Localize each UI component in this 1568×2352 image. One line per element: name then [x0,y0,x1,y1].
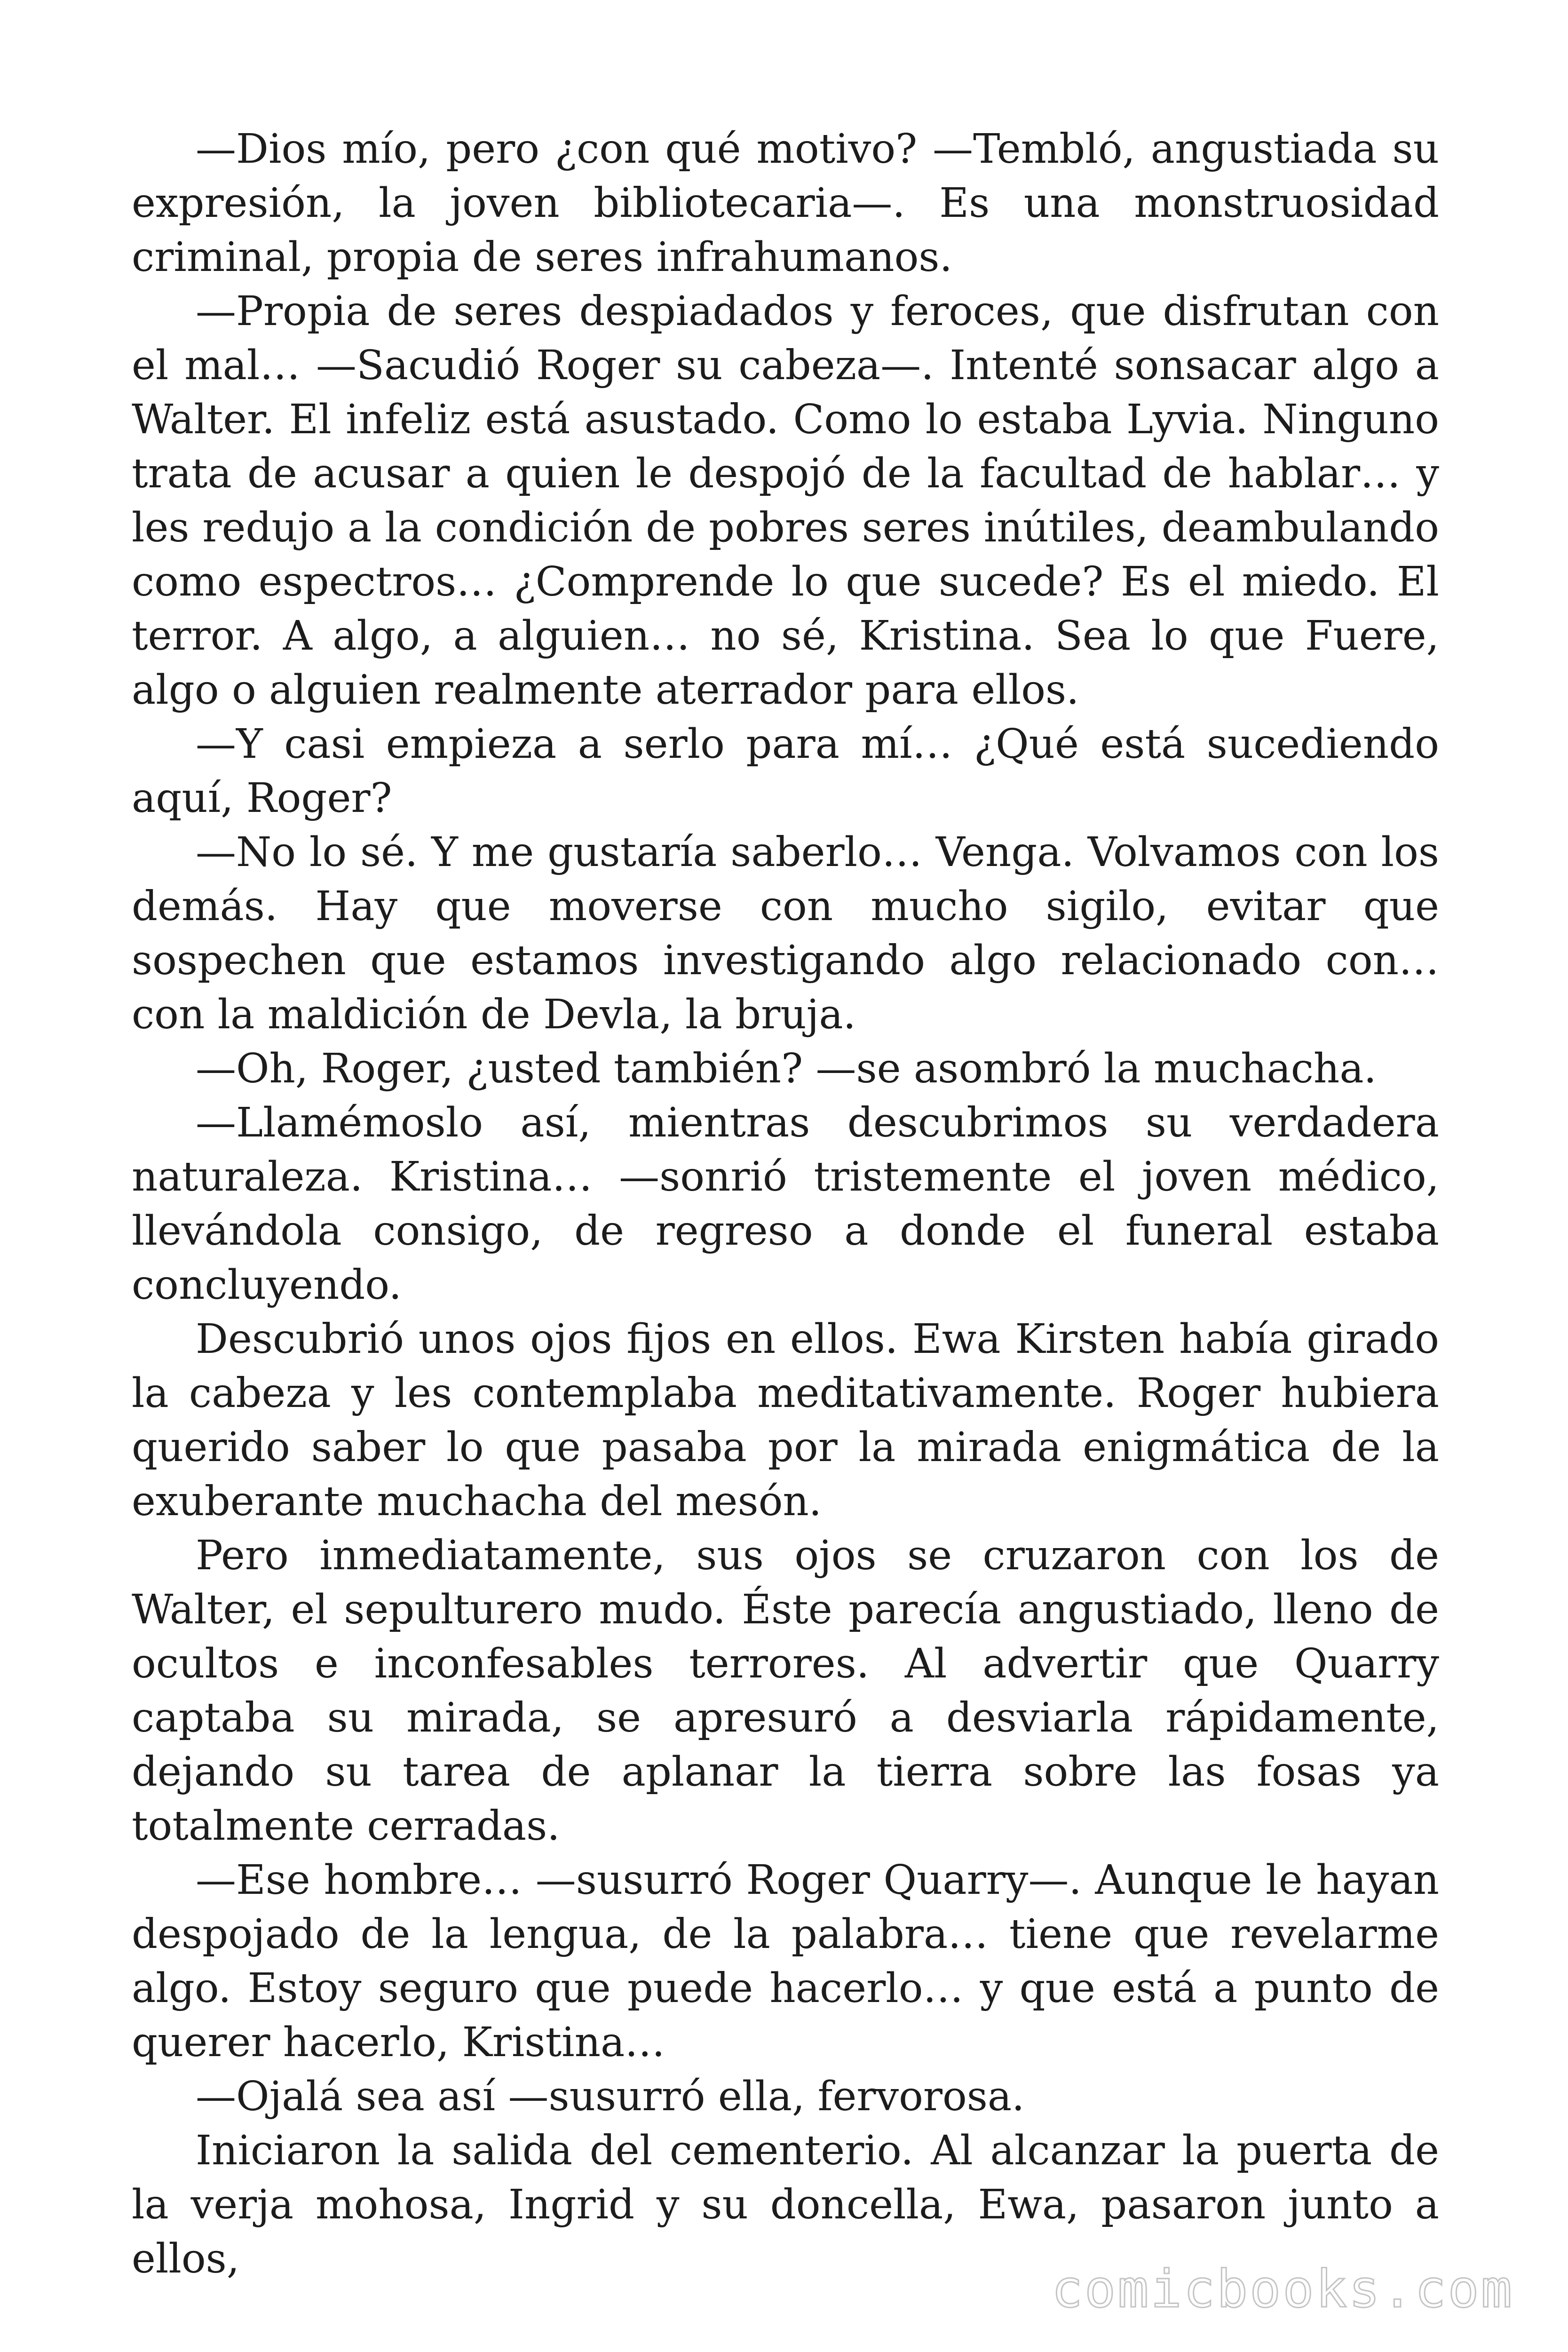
paragraph: —Y casi empieza a serlo para mí… ¿Qué está sucediendo aquí, Roger? [132,721,1439,822]
paragraph: —Oh, Roger, ¿usted también? —se asombró la muchacha. [196,1045,1377,1092]
paragraph: —Dios mío, pero ¿con qué motivo? —Tembló, angustiada su expresión, la joven bibliotecaria—. Es una monstruosidad criminal, propia de seres infrahumanos. [132,126,1439,281]
paragraph: Iniciaron la salida del cementerio. Al alcanzar la puerta de la verja mohosa, Ingrid y su doncella, Ewa, pasaron junto a ellos, [132,2127,1439,2282]
paragraph: —No lo sé. Y me gustaría saberlo… Venga. Volvamos con los demás. Hay que moverse con mucho sigilo, evitar que sospechen que estamos investigando algo relacionado con… con la maldición de Devla, la bruja. [132,829,1439,1038]
paragraph: —Llamémoslo así, mientras descubrimos su verdadera naturaleza. Kristina… —sonrió tristemente el joven médico, llevándola consigo, de regreso a donde el funeral estaba concluyendo. [132,1099,1439,1309]
paragraph: —Ojalá sea así —susurró ella, fervorosa. [196,2073,1025,2120]
paragraph: Descubrió unos ojos fijos en ellos. Ewa Kirsten había girado la cabeza y les contemplaba meditativamente. Roger hubiera querido saber lo que pasaba por la mirada enigmática de la exuberante muchacha del mesón. [132,1316,1439,1525]
page-body [132,122,1439,2286]
paragraph: Pero inmediatamente, sus ojos se cruzaron con los de Walter, el sepulturero mudo. Éste parecía angustiado, lleno de ocultos e inconfesables terrores. Al advertir que Quarry captaba su mirada, se apresuró a desviarla rápidamente, dejando su tarea de aplanar la tierra sobre las fosas ya totalmente cerradas. [132,1532,1439,1850]
paragraph: —Ese hombre… —susurró Roger Quarry—. Aunque le hayan despojado de la lengua, de la palabra… tiene que revelarme algo. Estoy seguro que puede hacerlo… y que está a punto de querer hacerlo, Kristina… [132,1857,1439,2066]
paragraph: —Propia de seres despiadados y feroces, que disfrutan con el mal… —Sacudió Roger su cabeza—. Intenté sonsacar algo a Walter. El infeliz está asustado. Como lo estaba Lyvia. Ninguno trata de acusar a quien le despojó de la facultad de hablar… y les redujo a la condición de pobres seres inútiles, deambulando como espectros… ¿Comprende lo que sucede? Es el miedo. El terror. A algo, a alguien… no sé, Kristina. Sea lo que Fuere, algo o alguien realmente aterrador para ellos. [132,288,1439,714]
watermark: comicbooks.com [1051,2259,1514,2319]
